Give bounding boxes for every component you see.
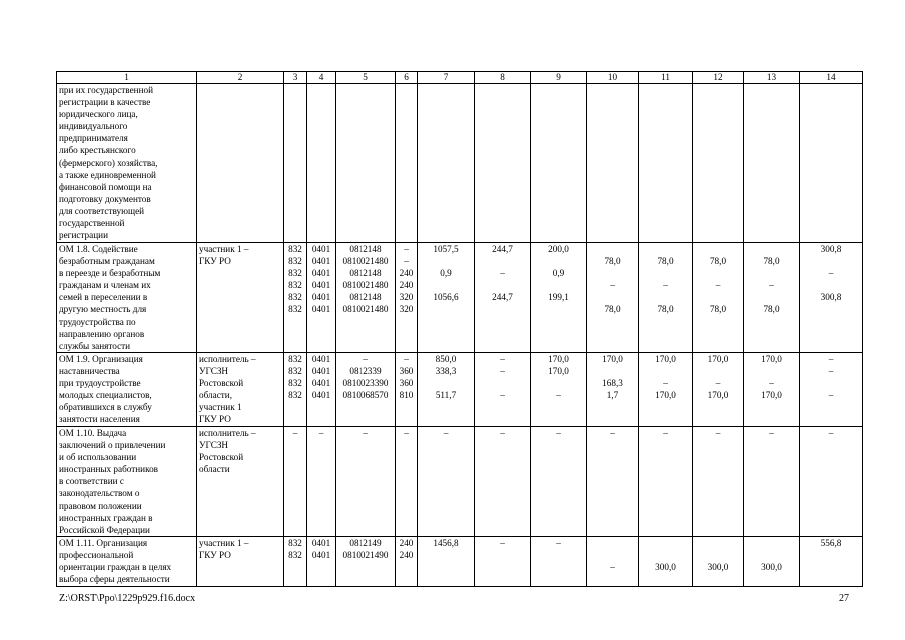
column-number: 11: [639, 72, 693, 84]
table-cell: [284, 84, 307, 243]
table-cell: – – –: [475, 353, 531, 427]
measure-description: при их государственной регистрации в качестве юридического лица, индивидуального предпринимателя либо крестьянского (фермерского) хозяйства, а также единовременной финансовой помощи на подготовку документов для соответствующей государственной регистрации: [57, 84, 197, 243]
column-number: 1: [57, 72, 197, 84]
table-cell: 244,7 – 244,7: [475, 243, 531, 353]
column-number: 5: [336, 72, 396, 84]
column-number: 13: [744, 72, 800, 84]
table-cell: –: [531, 537, 587, 587]
table-row: [57, 84, 863, 243]
column-number: 9: [531, 72, 587, 84]
table-cell: 300,0: [639, 537, 693, 587]
column-number: 4: [307, 72, 336, 84]
file-path-footer: Z:\ORST\Ppo\1229p929.f16.docx: [59, 593, 196, 604]
column-number: 7: [418, 72, 475, 84]
column-number: 10: [587, 72, 639, 84]
table-cell: – – 240 240 320 320: [396, 243, 418, 353]
table-cell: 78,0 – 78,0: [587, 243, 639, 353]
table-cell: 850,0 338,3 511,7: [418, 353, 475, 427]
table-cell: –: [531, 427, 587, 537]
table-cell: 0401 0401 0401 0401: [307, 353, 336, 427]
column-number: 3: [284, 72, 307, 84]
table-cell: 300,0: [744, 537, 800, 587]
table-cell: 170,0 168,3 1,7: [587, 353, 639, 427]
table-cell: 1456,8: [418, 537, 475, 587]
table-cell: 0401 0401: [307, 537, 336, 587]
table-cell: –: [475, 537, 531, 587]
table-cell: –: [475, 427, 531, 537]
table-cell: – – –: [800, 353, 863, 427]
table-cell: –: [744, 427, 800, 537]
table-cell: 200,0 0,9 199,1: [531, 243, 587, 353]
table-cell: 832 832 832 832 832 832: [284, 243, 307, 353]
table-cell: –: [800, 427, 863, 537]
table-cell: [418, 84, 475, 243]
column-number: 12: [693, 72, 744, 84]
responsible-party: исполнитель – УГСЗН Ростовской области, участник 1 ГКУ РО: [197, 353, 284, 427]
table-cell: 1057,5 0,9 1056,6: [418, 243, 475, 353]
table-cell: –: [396, 427, 418, 537]
table-cell: [475, 84, 531, 243]
table-cell: [693, 84, 744, 243]
measure-description: ОМ 1.10. Выдача заключений о привлечении и об использовании иностранных работников в соответствии с законодательством о правовом положении иностранных граждан в Российской Федерации: [57, 427, 197, 537]
table-cell: 300,0: [693, 537, 744, 587]
table-cell: – 0812339 0810023390 0810068570: [336, 353, 396, 427]
table-cell: [639, 84, 693, 243]
column-number-row: [57, 72, 863, 84]
responsible-party: участник 1 – ГКУ РО: [197, 537, 284, 587]
table-cell: 556,8: [800, 537, 863, 587]
table-cell: –: [639, 427, 693, 537]
responsible-party: исполнитель – УГСЗН Ростовской области: [197, 427, 284, 537]
table-cell: 170,0 – 170,0: [693, 353, 744, 427]
table-cell: [336, 84, 396, 243]
measure-description: ОМ 1.9. Организация наставничества при трудоустройстве молодых специалистов, обратившихся в службу занятости населения: [57, 353, 197, 427]
table-cell: –: [307, 427, 336, 537]
program-table: [56, 71, 863, 587]
table-cell: –: [284, 427, 307, 537]
column-number: 8: [475, 72, 531, 84]
table-cell: –: [336, 427, 396, 537]
table-cell: –: [418, 427, 475, 537]
table-row: [57, 537, 863, 587]
table-cell: 78,0 – 78,0: [744, 243, 800, 353]
table-cell: –: [693, 427, 744, 537]
table-cell: [531, 84, 587, 243]
table-cell: –: [587, 427, 639, 537]
table-cell: 170,0 170,0 –: [531, 353, 587, 427]
table-cell: [800, 84, 863, 243]
measure-description: ОМ 1.8. Содействие безработным гражданам в переезде и безработным гражданам и членам их семей в переселении в другую местность для трудоустройства по направлению органов службы занятости: [57, 243, 197, 353]
table-cell: – 360 360 810: [396, 353, 418, 427]
table-cell: [744, 84, 800, 243]
table-cell: 0401 0401 0401 0401 0401 0401: [307, 243, 336, 353]
table-cell: 300,8 – 300,8: [800, 243, 863, 353]
table-row: [57, 427, 863, 537]
responsible-party: участник 1 – ГКУ РО: [197, 243, 284, 353]
table-cell: [587, 84, 639, 243]
table-cell: 832 832: [284, 537, 307, 587]
table-cell: –: [587, 537, 639, 587]
table-cell: 832 832 832 832: [284, 353, 307, 427]
table-cell: [307, 84, 336, 243]
responsible-party: [197, 84, 284, 243]
table-row: [57, 353, 863, 427]
table-cell: 240 240: [396, 537, 418, 587]
page-number: 27: [839, 593, 849, 604]
table-cell: [396, 84, 418, 243]
table-cell: 0812149 0810021490: [336, 537, 396, 587]
measure-description: ОМ 1.11. Организация профессиональной ориентации граждан в целях выбора сферы деятельности: [57, 537, 197, 587]
table-cell: 0812148 0810021480 0812148 0810021480 0812148 0810021480: [336, 243, 396, 353]
table-cell: 170,0 – 170,0: [744, 353, 800, 427]
column-number: 6: [396, 72, 418, 84]
column-number: 2: [197, 72, 284, 84]
table-cell: 78,0 – 78,0: [693, 243, 744, 353]
column-number: 14: [800, 72, 863, 84]
table-cell: 78,0 – 78,0: [639, 243, 693, 353]
table-cell: 170,0 – 170,0: [639, 353, 693, 427]
table-row: [57, 243, 863, 353]
